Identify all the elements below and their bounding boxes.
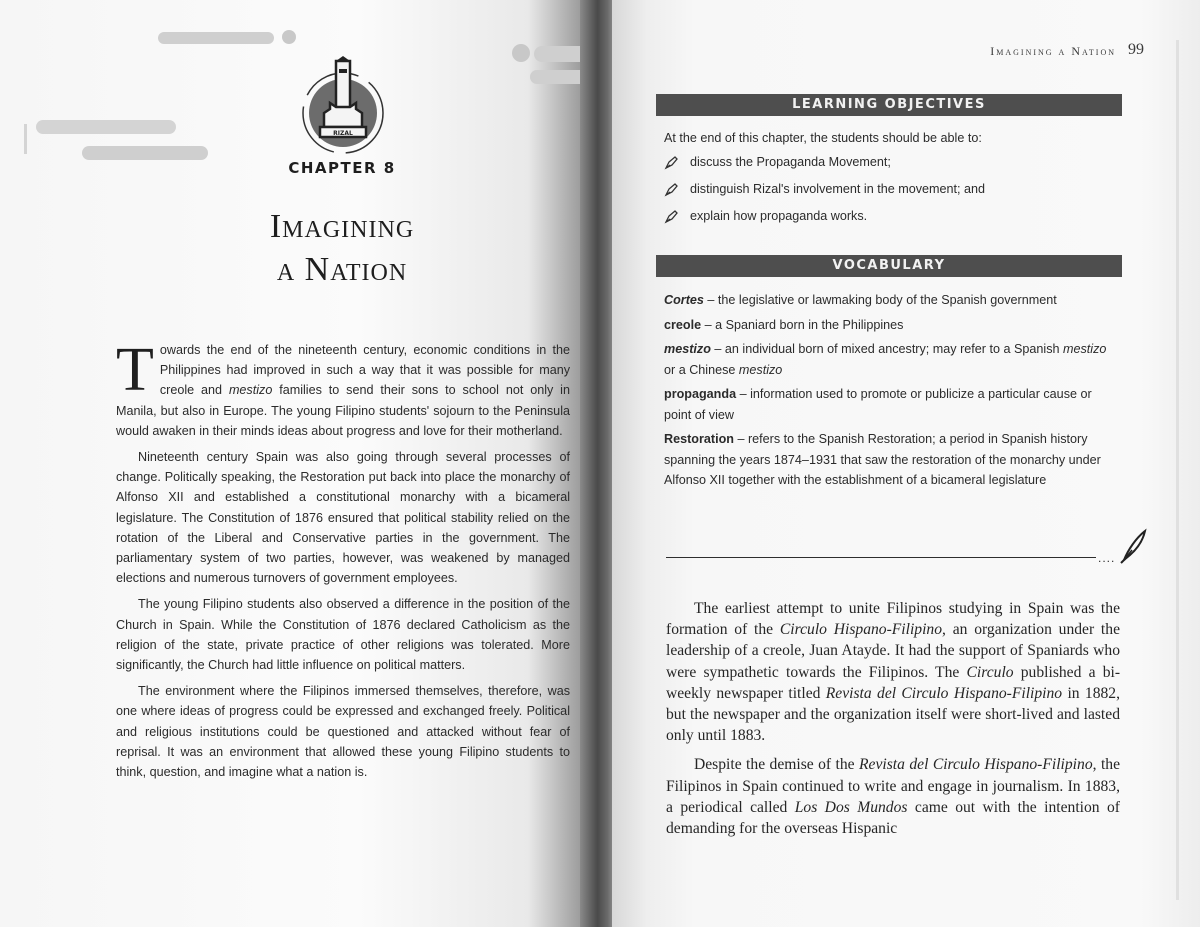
vocab-entry — [664, 384, 1116, 425]
list-item — [664, 155, 1124, 182]
paragraph-text: owards the end of the nineteenth century, economic conditions in the Philippines had improved in such a way that it was possible for many creole and — [159, 343, 570, 398]
pen-nib-icon — [664, 156, 678, 170]
vocab-term: Restoration — [664, 432, 734, 446]
vocab-term: creole — [664, 317, 702, 332]
chapter-label: CHAPTER 8 — [288, 159, 396, 177]
vocab-term: Cortes — [664, 293, 704, 307]
drop-cap: T — [116, 336, 154, 404]
decorative-dot — [282, 30, 296, 44]
left-body-text — [116, 336, 570, 788]
vocab-term: mestizo — [664, 342, 711, 356]
paragraph — [666, 754, 1120, 839]
paragraph-text: , the Filipinos in Spain continued to write and engage in journalism. In 1883, a periodical called — [666, 756, 1120, 816]
pen-nib-icon — [664, 210, 678, 224]
vocab-definition: – an individual born of mixed ancestry; may refer to a Spanish — [710, 342, 1063, 356]
vocabulary-heading: VOCABULARY — [656, 255, 1122, 277]
vocab-entry — [664, 290, 1116, 311]
paragraph — [116, 336, 570, 441]
italic-term: Revista del Circulo Hispano-Filipino — [859, 756, 1093, 774]
decorative-dot — [512, 44, 530, 62]
paragraph-text: came out with the intention of demanding for the overseas Hispanic — [666, 798, 1120, 838]
italic-term: Circulo Hispano-Filipino — [779, 621, 943, 639]
paragraph-text: published a bi-weekly newspaper titled — [666, 663, 1121, 702]
paragraph: The young Filipino students also observed a difference in the position of the Church in Spain. While the Constitution of 1876 declared Catholicism as the religion of the state, private practice of other religions was tolerated. More significantly, the Church had little influence on political matters. — [116, 597, 570, 673]
decorative-line — [24, 124, 27, 154]
rizal-monument-emblem-icon — [300, 55, 386, 155]
italic-term: Circulo — [966, 663, 1014, 681]
objective-text: distinguish Rizal's involvement in the movement; and — [690, 182, 986, 196]
right-body-text — [666, 598, 1120, 847]
vocab-definition: – information used to promote or publicize a particular cause or point of view — [664, 387, 1092, 422]
italic-term: mestizo — [228, 383, 273, 398]
objective-text: discuss the Propaganda Movement; — [690, 155, 891, 169]
objectives-list — [664, 155, 1124, 236]
vocab-entry — [664, 315, 1116, 336]
vocab-entry — [664, 429, 1116, 491]
chapter-title — [160, 205, 524, 291]
objectives-intro: At the end of this chapter, the students should be able to: — [664, 131, 982, 145]
running-head: Imagining a Nation — [990, 44, 1116, 58]
quill-pen-icon — [1118, 528, 1148, 564]
italic-term: Revista del Circulo Hispano-Filipino — [825, 684, 1063, 702]
divider-dots: .... — [1098, 551, 1116, 565]
vocab-definition: – a Spaniard born in the Philippines — [701, 317, 904, 332]
decorative-line — [36, 120, 176, 134]
italic-term: Los Dos Mundos — [794, 798, 908, 816]
pen-nib-icon — [664, 183, 678, 197]
paragraph — [666, 598, 1120, 746]
decorative-bar — [158, 32, 274, 44]
emblem-label: RIZAL — [333, 130, 353, 137]
vocab-term: propaganda — [664, 387, 737, 401]
page-number: 99 — [1128, 41, 1144, 58]
paragraph-text: in 1882, but the newspaper and the organization itself were short-lived and lasted only until 1883. — [666, 684, 1121, 745]
paragraph-text: families to send their sons to school not only in Manila, but also in Europe. The young Filipino students' sojourn to the Peninsula would awaken in their minds ideas about progress and love for their motherland. — [116, 383, 570, 438]
chapter-title-line-2: a Nation — [276, 251, 408, 288]
objective-text: explain how propaganda works. — [690, 209, 868, 223]
decorative-bar — [82, 146, 208, 160]
paragraph-text: The earliest attempt to unite Filipinos studying in Spain was the formation of the — [666, 600, 1120, 639]
italic-term: mestizo — [1063, 342, 1107, 356]
section-divider — [666, 557, 1096, 558]
italic-term: mestizo — [738, 362, 783, 377]
vocab-entry — [664, 339, 1116, 380]
list-item — [664, 182, 1124, 209]
vocab-definition: or a Chinese — [664, 362, 739, 377]
vocabulary-list — [664, 290, 1116, 495]
paragraph: The environment where the Filipinos immersed themselves, therefore, was one where ideas of progress could be expressed and exchanged freely. Political and religious institutions could be questioned and attacked without fear of reprisal. It was an environment that allowed these young Filipino students to think, question, and imagine what a nation is. — [116, 684, 570, 780]
vocab-definition: – refers to the Spanish Restoration; a period in Spanish history spanning the years 1874–1931 that saw the restoration of the monarchy under Alfonso XII together with the establishment of a bicameral legislature — [664, 432, 1101, 487]
paragraph-text: Despite the demise of the — [694, 756, 860, 774]
paragraph: Nineteenth century Spain was also going through several processes of change. Politically speaking, the Restoration put back into place the monarchy of Alfonso XII and established a constitutional monarchy with a bicameral legislature. The Constitution of 1876 ensured that political stability relied on the rotation of the Liberal and Conservative parties in the government. The parliamentary system of two parties, however, was weakened by managed elections and numerous turnovers of government employees. — [116, 450, 570, 586]
paragraph-text: , an organization under the leadership of a creole, Juan Atayde. It had the support of Spaniards who were sympathetic towards the Filipinos. The — [666, 621, 1120, 681]
vocab-definition: – the legislative or lawmaking body of the Spanish government — [703, 293, 1057, 307]
chapter-title-line-1: Imagining — [269, 208, 415, 245]
page-edge — [1176, 40, 1179, 900]
list-item — [664, 209, 1124, 236]
learning-objectives-heading: LEARNING OBJECTIVES — [656, 94, 1122, 116]
